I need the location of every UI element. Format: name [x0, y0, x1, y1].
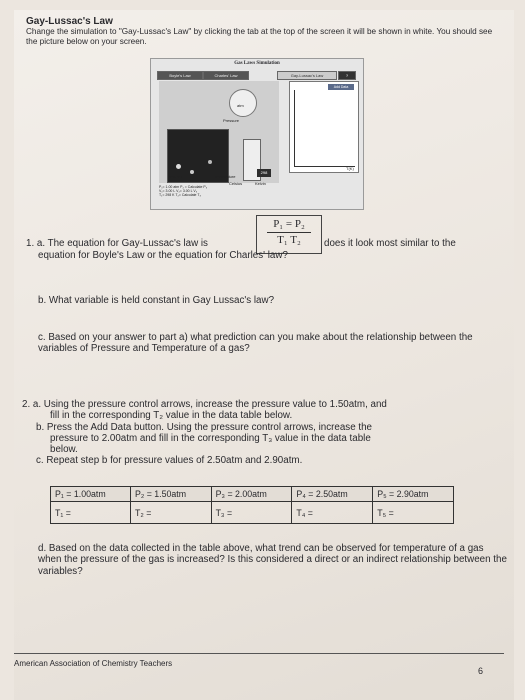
question-2a-continued: fill in the corresponding T₂ value in the data table below. [50, 410, 293, 422]
simulation-screenshot [150, 58, 364, 210]
atm-label: atm [237, 103, 244, 108]
table-cell: P₄ = 2.50atm [292, 487, 373, 502]
question-1c: c. Based on your answer to part a) what prediction can you make about the relationship between the variables of Pressure and Temperature of a gas? [38, 332, 473, 355]
table-cell[interactable]: T₅ = [373, 502, 454, 524]
page-title: Gay-Lussac's Law [26, 16, 113, 27]
sim-row-pressure: P₁= 1.00 atm P₂ = Calculate P₃ [159, 185, 208, 189]
table-cell: P₂ = 1.50atm [130, 487, 211, 502]
equation-denominator: T₁ T₂ [277, 234, 301, 246]
table-cell: P₃ = 2.00atm [211, 487, 292, 502]
footer-text: American Association of Chemistry Teachers [14, 659, 173, 668]
page-number: 6 [478, 666, 484, 676]
table-cell[interactable]: T₁ = [51, 502, 131, 524]
fraction-line [267, 232, 311, 233]
equation-numerator: P₁ = P₂ [273, 218, 305, 230]
gas-particle-icon [190, 170, 194, 174]
tab-charles-law: Charles' Law [203, 71, 249, 80]
table-cell: P₅ = 2.90atm [373, 487, 454, 502]
kelvin-label: Kelvin [255, 181, 266, 186]
sim-row-temperature: T₁= 298 K T₂= Calculate T₃ [159, 193, 201, 197]
gas-particle-icon [176, 164, 181, 169]
celsius-label: Celsius [229, 181, 243, 186]
graph-axis-label: T(K) [346, 166, 354, 171]
question-1a-continued: equation for Boyle's Law or the equation for Charles' law? [38, 250, 288, 261]
question-2b-continued: pressure to 2.00atm and fill in the corresponding T₃ value in the data table [50, 432, 371, 444]
sim-apparatus [159, 81, 279, 186]
question-2b: b. Press the Add Data button. Using the pressure control arrows, increase the [36, 421, 372, 433]
question-2d: d. Based on the data collected in the table above, what trend can be observed for temperature of a gas when the pressure of the gas is increased? Is this considered a direct or an indirect relationship between the variables? [38, 543, 507, 577]
question-2a: 2. a. Using the pressure control arrows, increase the pressure value to 1.50atm, and [22, 399, 387, 410]
settings-icon: ? [338, 71, 356, 80]
question-1a-end: does it look most similar to the [324, 238, 456, 249]
table-cell[interactable]: T₃ = [211, 502, 292, 524]
volume-label: Volume [169, 174, 183, 179]
table-cell[interactable]: T₂ = [130, 502, 211, 524]
question-1b: b. What variable is held constant in Gay Lussac's law? [38, 295, 275, 306]
data-table [50, 486, 454, 524]
sim-row-volume: V₁= 3.00 L V₂= 3.00 L V₃ [159, 189, 198, 193]
question-2c: c. Repeat step b for pressure values of 2.50atm and 2.90atm. [36, 455, 303, 467]
temperature-readout: 298 [257, 169, 271, 177]
question-2 [22, 399, 512, 467]
table-cell: P₁ = 1.00atm [51, 487, 131, 502]
table-cell[interactable]: T₄ = [292, 502, 373, 524]
graph-axes [294, 90, 355, 167]
gay-lussac-equation [256, 215, 322, 254]
table-row [51, 502, 454, 524]
footer-divider [14, 653, 504, 654]
tab-boyles-law: Boyle's Law [157, 71, 203, 80]
question-1a: 1. a. The equation for Gay-Lussac's law is [26, 238, 208, 249]
tab-gay-lussacs-law: Gay-Lussac's Law [277, 71, 337, 80]
add-data-button: Add Data [328, 84, 354, 90]
pressure-label: Pressure [223, 118, 240, 123]
intro-text: Change the simulation to "Gay-Lussac's Law" by clicking the tab at the top of the screen it will be shown in white. You should see the picture below on your screen. [26, 27, 493, 46]
sim-title: Gas Laws Simulation [234, 61, 280, 66]
gas-particle-icon [208, 160, 212, 164]
sim-graph [289, 81, 359, 173]
table-row [51, 487, 454, 502]
temperature-label: Temperature [213, 174, 236, 179]
question-2b-continued-2: below. [50, 444, 78, 456]
sim-data-rows [159, 185, 357, 205]
